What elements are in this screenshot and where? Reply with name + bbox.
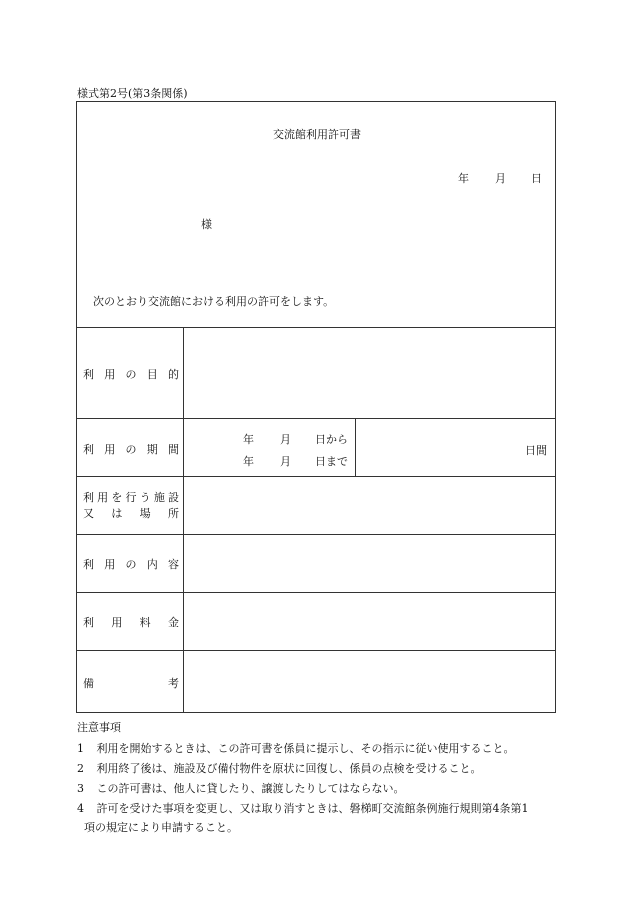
note-number: 4 bbox=[77, 802, 84, 815]
note-item bbox=[77, 740, 515, 756]
period-from-year: 年 bbox=[243, 433, 254, 446]
period-to-suffix: 日まで bbox=[315, 455, 348, 468]
divider-purpose bbox=[77, 418, 555, 419]
purpose-label: 利用の目的 bbox=[83, 368, 179, 381]
content-value[interactable] bbox=[184, 535, 556, 592]
period-from-month: 月 bbox=[280, 433, 291, 446]
period-to-month: 月 bbox=[280, 455, 291, 468]
fee-label: 利用料金 bbox=[83, 616, 179, 629]
note-item bbox=[77, 780, 405, 796]
purpose-value[interactable] bbox=[184, 328, 556, 418]
period-label: 利用の期間 bbox=[83, 443, 179, 456]
content-label: 利用の内容 bbox=[83, 558, 179, 571]
date-month: 月 bbox=[495, 172, 506, 185]
intro-text: 次のとおり交流館における利用の許可をします。 bbox=[93, 295, 335, 308]
notes-heading: 注意事項 bbox=[77, 721, 121, 734]
period-from-suffix: 日から bbox=[315, 433, 348, 446]
form-number: 様式第2号(第3条関係) bbox=[77, 87, 188, 100]
note-number: 3 bbox=[77, 782, 84, 795]
note-item-continuation: 項の規定により申請すること。 bbox=[84, 821, 238, 834]
permit-form-frame bbox=[76, 101, 556, 713]
addressee-suffix: 様 bbox=[201, 218, 212, 231]
fee-value[interactable] bbox=[184, 593, 556, 650]
period-days-divider bbox=[355, 418, 356, 476]
remarks-label: 備考 bbox=[83, 677, 179, 690]
facility-label-line1: 利用を行う施設 bbox=[83, 491, 179, 504]
note-text: この許可書は、他人に貸したり、譲渡したりしてはならない。 bbox=[96, 782, 405, 795]
date-day: 日 bbox=[531, 172, 542, 185]
note-number: 1 bbox=[77, 742, 84, 755]
facility-value[interactable] bbox=[184, 477, 556, 534]
note-text: 利用を開始するときは、この許可書を係員に提示し、その指示に従い使用すること。 bbox=[96, 742, 515, 755]
note-item bbox=[77, 760, 482, 776]
note-text: 利用終了後は、施設及び備付物件を原状に回復し、係員の点検を受けること。 bbox=[96, 762, 482, 775]
note-item bbox=[77, 800, 529, 816]
remarks-value[interactable] bbox=[184, 651, 556, 713]
date-year: 年 bbox=[458, 172, 469, 185]
period-days-unit: 日間 bbox=[525, 444, 547, 457]
note-text: 許可を受けた事項を変更し、又は取り消すときは、磐梯町交流館条例施行規則第4条第1 bbox=[96, 802, 529, 815]
form-title: 交流館利用許可書 bbox=[273, 128, 361, 141]
facility-label-line2: 又は場所 bbox=[83, 507, 179, 520]
note-number: 2 bbox=[77, 762, 84, 775]
period-to-year: 年 bbox=[243, 455, 254, 468]
